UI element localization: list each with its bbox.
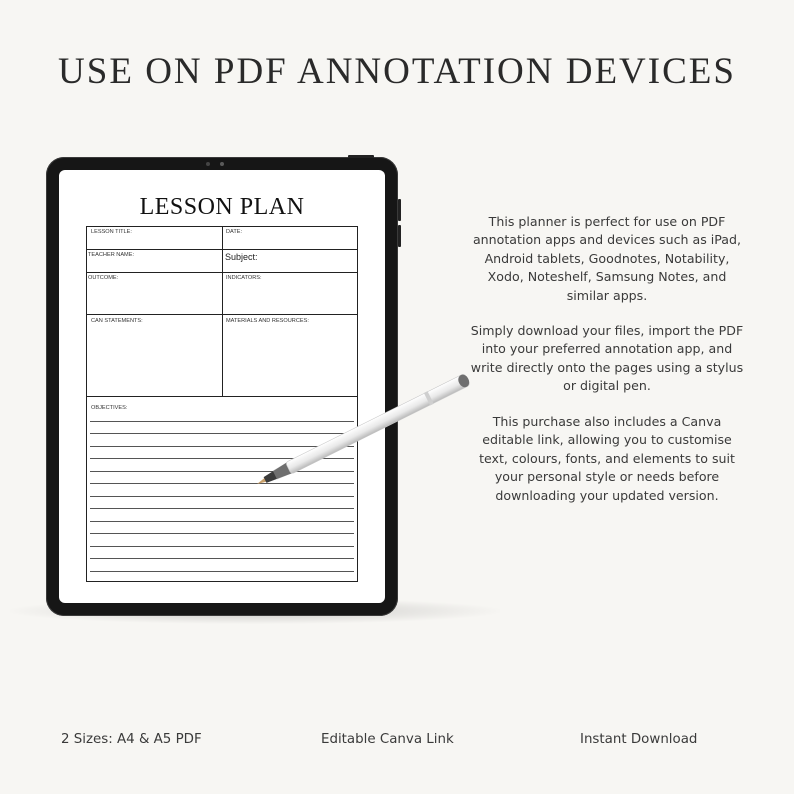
volume-button (398, 225, 401, 247)
teacher-name-label: TEACHER NAME: (88, 252, 134, 258)
writing-line (90, 433, 354, 434)
lesson-title-label: LESSON TITLE: (91, 229, 132, 235)
outcome-label: OUTCOME: (88, 275, 119, 281)
form-column-divider (222, 227, 223, 396)
writing-line (90, 483, 354, 484)
form-divider (87, 396, 357, 397)
writing-line (90, 533, 354, 534)
volume-button (398, 199, 401, 221)
writing-line (90, 558, 354, 559)
can-statements-label: CAN STATEMENTS: (91, 318, 143, 324)
description-paragraph-1: This planner is perfect for use on PDF annotation apps and devices such as iPad, Android tablets, Goodnotes, Notability, Xodo, Noteshelf, Samsung Notes, and similar apps. (472, 214, 742, 303)
lesson-plan-form (86, 226, 358, 582)
tablet-device (46, 157, 398, 616)
feature-sizes: 2 Sizes: A4 & A5 PDF (61, 732, 202, 747)
camera-lens-icon (220, 162, 224, 166)
lesson-plan-title: LESSON PLAN (139, 194, 305, 220)
writing-line (90, 521, 354, 522)
writing-line (90, 508, 354, 509)
writing-line (90, 496, 354, 497)
tablet-screen (59, 170, 385, 603)
feature-canva-link: Editable Canva Link (321, 732, 454, 747)
power-button (348, 155, 374, 158)
date-label: DATE: (226, 229, 243, 235)
writing-line (90, 446, 354, 447)
subject-label: Subject: (225, 252, 258, 262)
writing-line (90, 471, 354, 472)
description-paragraph-3: This purchase also includes a Canva editable link, allowing you to customise text, colours, fonts, and elements to suit your personal style or needs before downloading your updated version. (479, 414, 735, 503)
writing-line (90, 458, 354, 459)
writing-line (90, 546, 354, 547)
description-paragraph-2: Simply download your files, import the PDF into your preferred annotation app, and write directly onto the pages using a stylus or digital pen. (470, 323, 744, 394)
writing-line (90, 421, 354, 422)
indicators-label: INDICATORS: (226, 275, 262, 281)
objectives-label: OBJECTIVES: (91, 405, 128, 411)
materials-label: MATERIALS AND RESOURCES: (226, 318, 309, 324)
feature-instant-download: Instant Download (580, 732, 698, 747)
camera-icon (206, 162, 210, 166)
headline: USE ON PDF ANNOTATION DEVICES (58, 51, 736, 92)
writing-line (90, 571, 354, 572)
